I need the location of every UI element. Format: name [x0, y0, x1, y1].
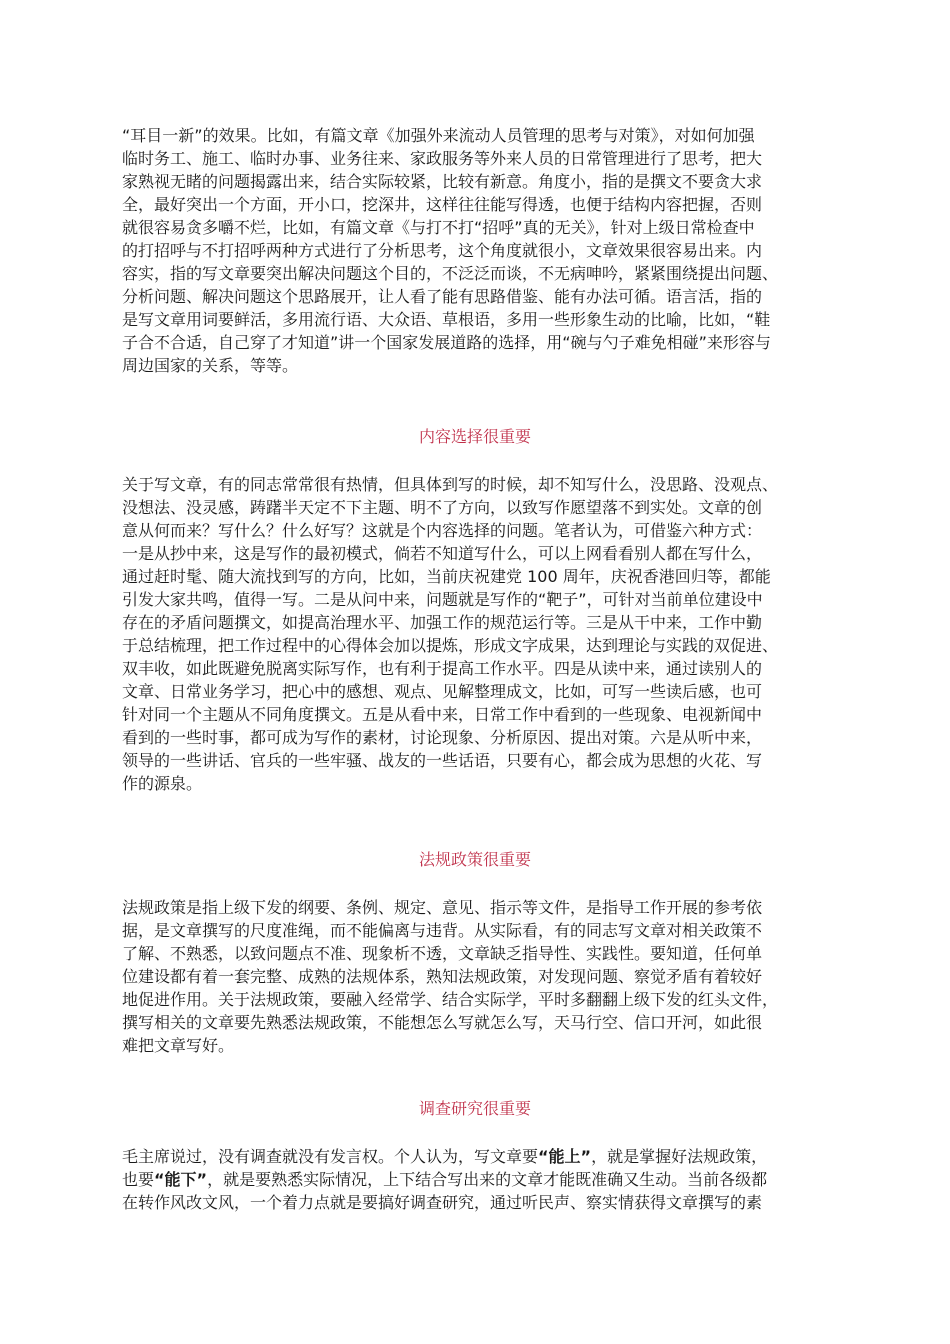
- text-line: 于总结梳理，把工作过程中的心得体会加以提炼，形成文字成果，达到理论与实践的双促进、: [122, 636, 779, 655]
- emphasis-neng-shang: “能上”: [538, 1147, 592, 1166]
- text-line: 难把文章写好。: [122, 1036, 235, 1055]
- text-line: 领导的一些讲话、官兵的一些牢骚、战友的一些话语，只要有心，都会成为思想的火花、写: [122, 751, 763, 770]
- section-heading-investigation: 调查研究很重要: [418, 1099, 531, 1118]
- paragraph-perspective: [122, 124, 834, 377]
- emphasis-neng-xia: “能下”: [154, 1170, 208, 1189]
- text-line: 针对同一个主题从不同角度撰文。五是从看中来，日常工作中看到的一些现象、电视新闻中: [122, 705, 763, 724]
- text-line: 看到的一些时事，都可成为写作的素材，讨论现象、分析原因、提出对策。六是从听中来，: [122, 728, 763, 747]
- paragraph-content-selection: [122, 473, 834, 795]
- text-line: 毛主席说过，没有调查就没有发言权。个人认为，写文章要“能上”，就是掌握好法规政策，: [122, 1147, 768, 1166]
- paragraph-investigation: [122, 1145, 834, 1214]
- text-line: 双丰收，如此既避免脱离实际写作，也有利于提高工作水平。四是从读中来，通过读别人的: [122, 659, 763, 678]
- text-line: 关于写文章，有的同志常常很有热情，但具体到写的时候，却不知写什么，没思路、没观点、: [122, 475, 779, 494]
- text-line: 临时务工、施工、临时办事、业务往来、家政服务等外来人员的日常管理进行了思考，把大: [122, 149, 763, 168]
- text-line: 就很容易贪多嚼不烂，比如，有篇文章《与打不打“招呼”真的无关》，针对上级日常检查中: [122, 218, 755, 237]
- text-line: 法规政策是指上级下发的纲要、条例、规定、意见、指示等文件，是指导工作开展的参考依: [122, 898, 763, 917]
- text-line: 子合不合适，自己穿了才知道”讲一个国家发展道路的选择，用“碗与勺子难免相碰”来形容与: [122, 333, 771, 352]
- text-line: 没想法、没灵感，踌躇半天定不下主题、明不了方向，以致写作愿望落不到实处。文章的创: [122, 498, 763, 517]
- text-line: 全，最好突出一个方面，开小口，挖深井，这样往往能写得透，也便于结构内容把握，否则: [122, 195, 763, 214]
- text-line: 周边国家的关系，等等。: [122, 356, 299, 375]
- text-line: 位建设都有着一套完整、成熟的法规体系，熟知法规政策，对发现问题、察觉矛盾有着较好: [122, 967, 763, 986]
- text-line: 意从何而来？写什么？什么好写？这就是个内容选择的问题。笔者认为，可借鉴六种方式：: [122, 521, 763, 540]
- text-line: 作的源泉。: [122, 774, 203, 793]
- text-line: 地促进作用。关于法规政策，要融入经常学、结合实际学，平时多翻翻上级下发的红头文件，: [122, 990, 779, 1009]
- text-line: 据，是文章撰写的尺度准绳，而不能偏离与违背。从实际看，有的同志写文章对相关政策不: [122, 921, 763, 940]
- text-line: 分析问题、解决问题这个思路展开，让人看了能有思路借鉴、能有办法可循。语言活，指的: [122, 287, 763, 306]
- section-heading-content-selection: 内容选择很重要: [418, 427, 531, 446]
- text-line: 的打招呼与不打招呼两种方式进行了分析思考，这个角度就很小，文章效果很容易出来。内: [122, 241, 763, 260]
- text-line: 一是从抄中来，这是写作的最初模式，倘若不知道写什么，可以上网看看别人都在写什么，: [122, 544, 763, 563]
- paragraph-regulations: [122, 896, 834, 1057]
- text-line: 家熟视无睹的问题揭露出来，结合实际较紧，比较有新意。角度小，指的是撰文不要贪大求: [122, 172, 763, 191]
- text-line: 在转作风改文风，一个着力点就是要搞好调查研究，通过听民声、察实情获得文章撰写的素: [122, 1193, 763, 1212]
- text-line: 容实，指的写文章要突出解决问题这个目的，不泛泛而谈，不无病呻吟，紧紧围绕提出问题、: [122, 264, 779, 283]
- text-line: 存在的矛盾问题撰文，如提高治理水平、加强工作的规范运行等。三是从干中来，工作中勤: [122, 613, 763, 632]
- text-line: “耳目一新”的效果。比如，有篇文章《加强外来流动人员管理的思考与对策》，对如何加强: [122, 126, 755, 145]
- text-line: 文章、日常业务学习，把心中的感想、观点、见解整理成文，比如，可写一些读后感，也可: [122, 682, 763, 701]
- text-line: 撰写相关的文章要先熟悉法规政策，不能想怎么写就怎么写，天马行空、信口开河，如此很: [122, 1013, 763, 1032]
- text-line: 引发大家共鸣，值得一写。二是从问中来，问题就是写作的“靶子”，可针对当前单位建设中: [122, 590, 763, 609]
- text-line: 了解、不熟悉，以致问题点不准、现象析不透，文章缺乏指导性、实践性。要知道，任何单: [122, 944, 763, 963]
- text-line: 是写文章用词要鲜活，多用流行语、大众语、草根语，多用一些形象生动的比喻，比如，“鞋: [122, 310, 771, 329]
- text-line: 也要“能下”，就是要熟悉实际情况，上下结合写出来的文章才能既准确又生动。当前各级都: [122, 1170, 768, 1189]
- section-heading-regulations: 法规政策很重要: [418, 850, 531, 869]
- text-line: 通过赶时髦、随大流找到写的方向，比如，当前庆祝建党 100 周年，庆祝香港回归等，都能: [122, 567, 771, 586]
